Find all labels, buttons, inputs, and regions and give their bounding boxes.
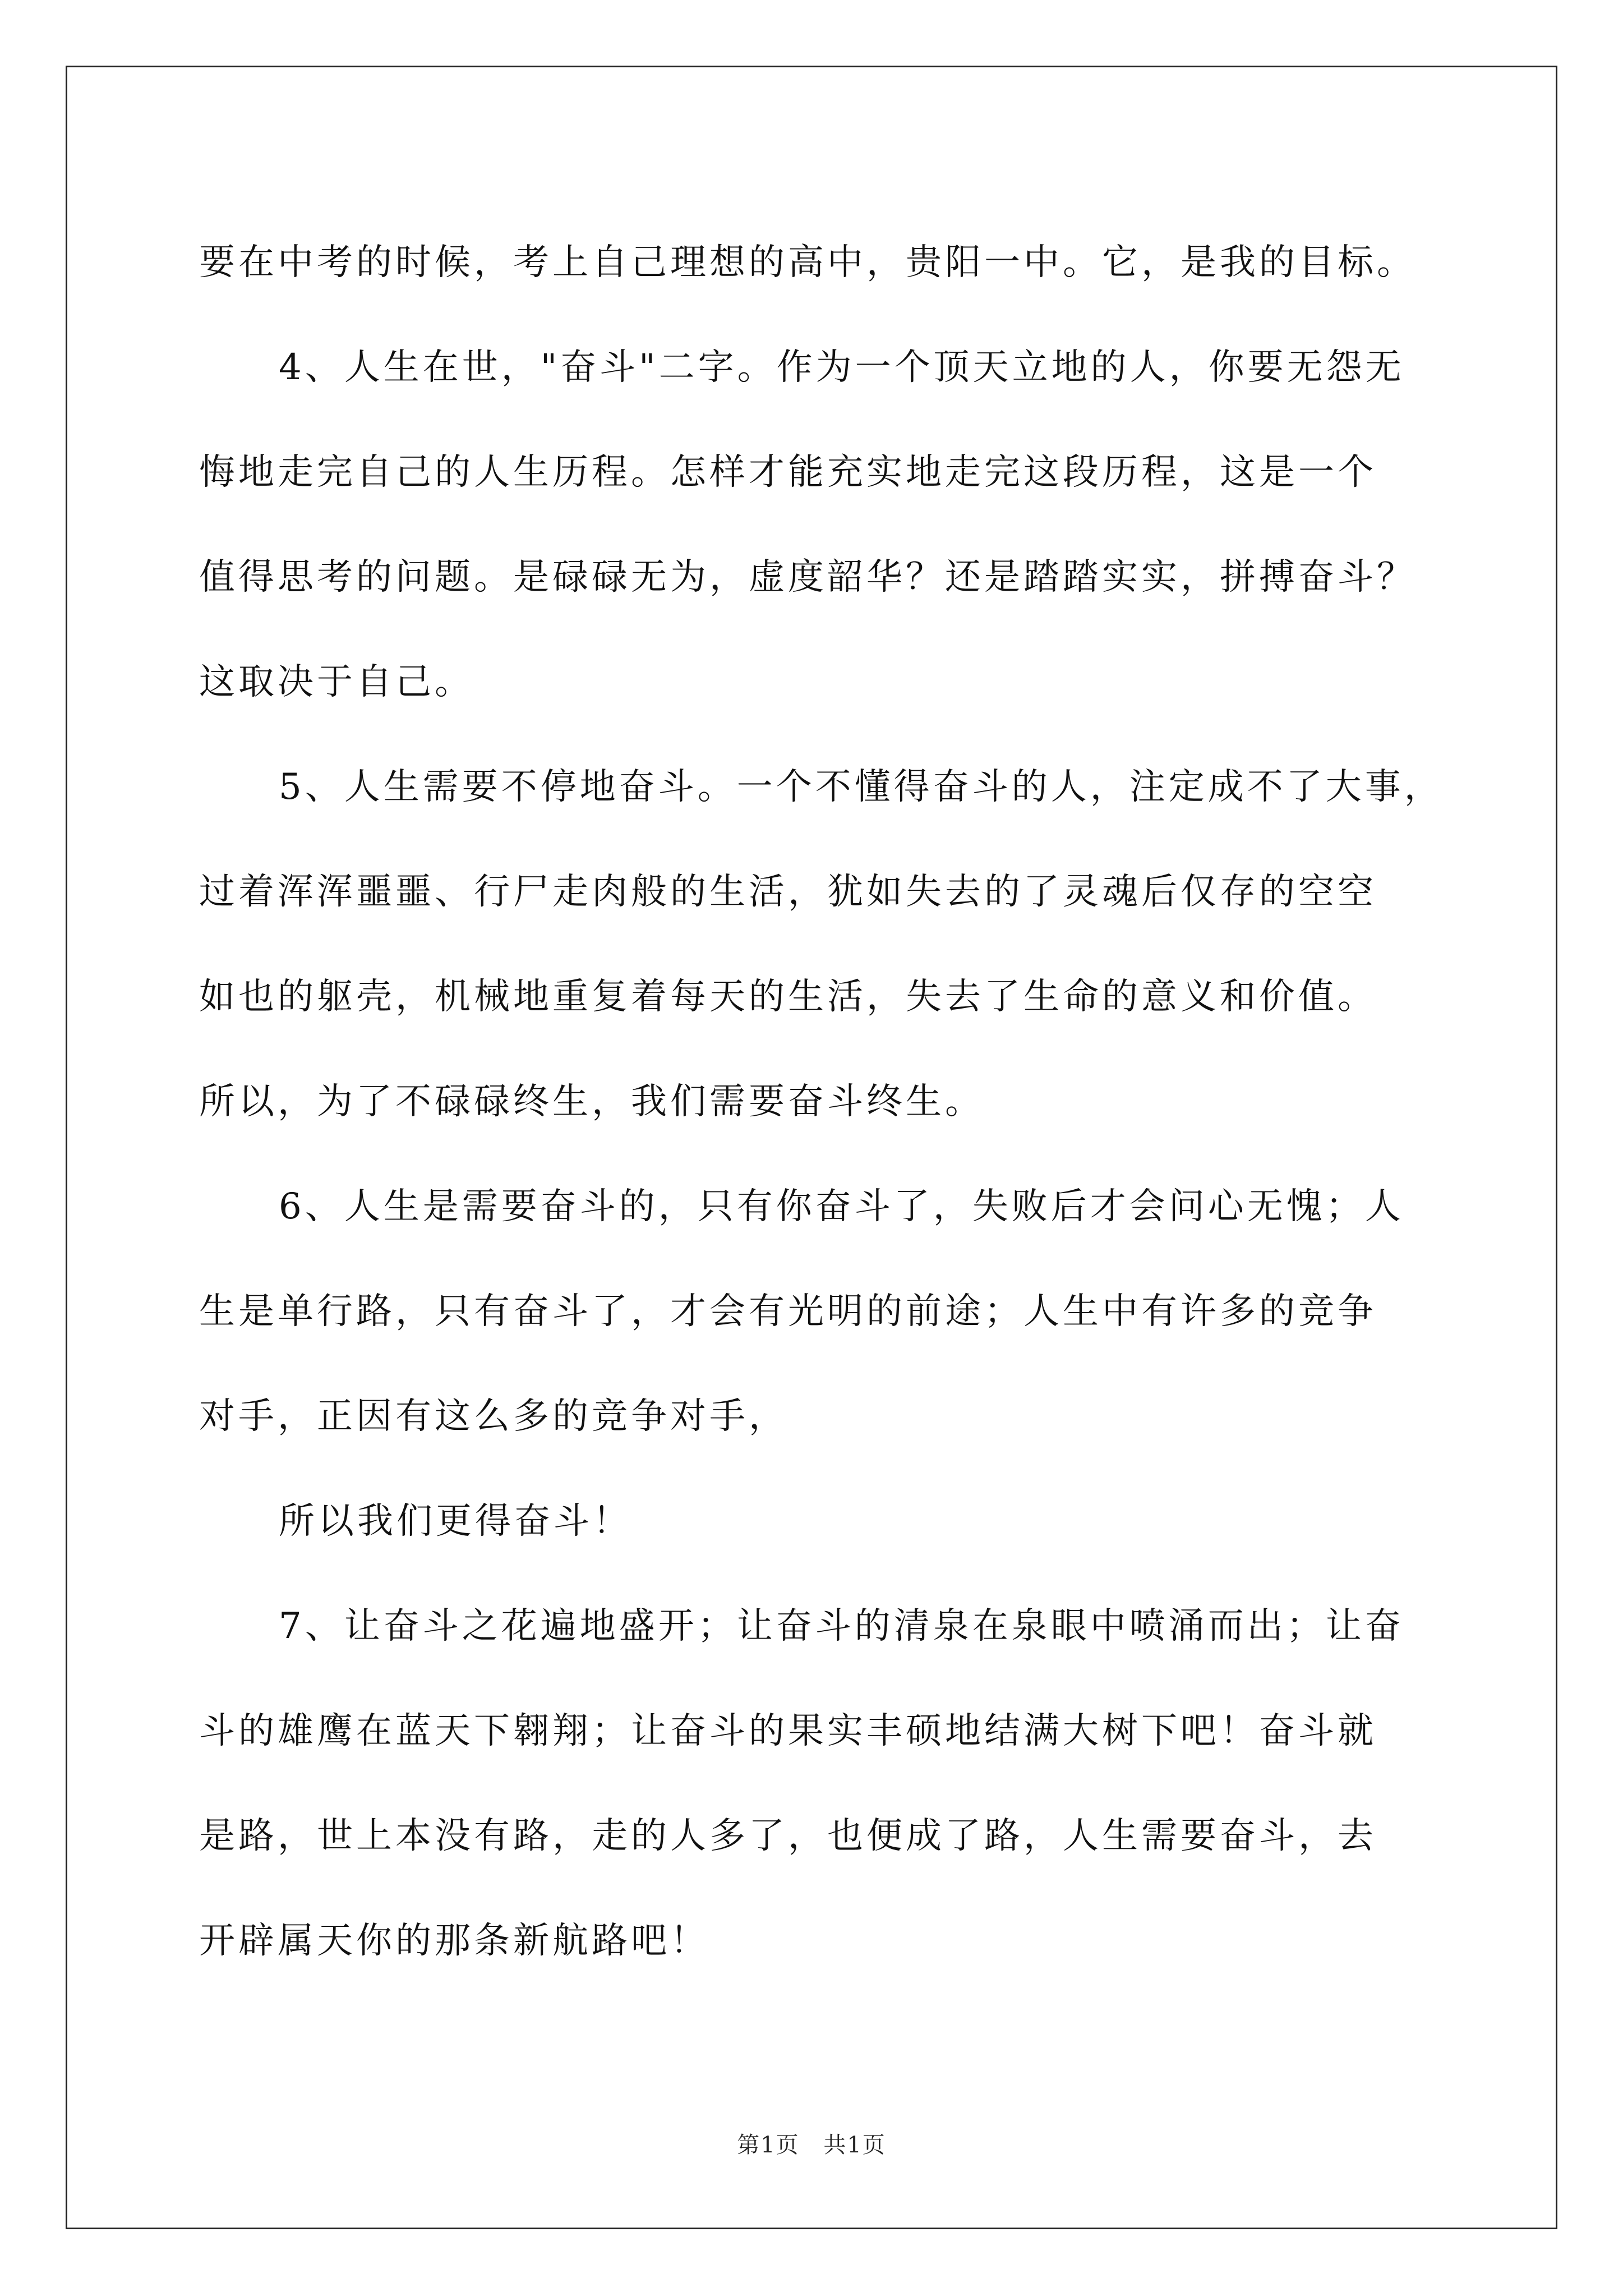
text-line: 悔地走完自己的人生历程。怎样才能充实地走完这段历程，这是一个: [199, 452, 1377, 493]
page-footer: [0, 2127, 1623, 2159]
page-number: 第1页: [737, 2132, 800, 2158]
text-line: 对手，正因有这么多的竞争对手，: [199, 1396, 788, 1437]
text-line: 7、让奋斗之花遍地盛开；让奋斗的清泉在泉眼中喷涌而出；让奋: [279, 1605, 1404, 1647]
document-body: [199, 210, 1444, 1994]
text-line: 所以我们更得奋斗！: [279, 1501, 632, 1542]
text-line: 是路，世上本没有路，走的人多了，也便成了路，人生需要奋斗，去: [199, 1815, 1377, 1857]
text-line: 所以，为了不碌碌终生，我们需要奋斗终生。: [199, 1081, 984, 1122]
text-line: 如也的躯壳，机械地重复着每天的生活，失去了生命的意义和价值。: [199, 976, 1377, 1018]
text-line: 斗的雄鹰在蓝天下翱翔；让奋斗的果实丰硕地结满大树下吧！奋斗就: [199, 1710, 1377, 1752]
text-line: 4、人生在世，"奋斗"二字。作为一个顶天立地的人，你要无怨无: [279, 347, 1405, 388]
text-line: 5、人生需要不停地奋斗。一个不懂得奋斗的人，注定成不了大事，: [279, 766, 1444, 808]
text-line: 这取决于自己。: [199, 661, 474, 703]
text-line: 开辟属天你的那条新航路吧！: [199, 1920, 709, 1962]
text-line: 过着浑浑噩噩、行尸走肉般的生活，犹如失去的了灵魂后仅存的空空: [199, 871, 1377, 913]
text-line: 要在中考的时候，考上自己理想的高中，贵阳一中。它，是我的目标。: [199, 242, 1416, 283]
text-line: 生是单行路，只有奋斗了，才会有光明的前途；人生中有许多的竞争: [199, 1291, 1377, 1332]
text-line: 值得思考的问题。是碌碌无为，虚度韶华？还是踏踏实实，拼搏奋斗？: [199, 556, 1416, 598]
text-line: 6、人生是需要奋斗的，只有你奋斗了，失败后才会问心无愧；人: [279, 1186, 1404, 1227]
page-total: 共1页: [823, 2132, 886, 2158]
